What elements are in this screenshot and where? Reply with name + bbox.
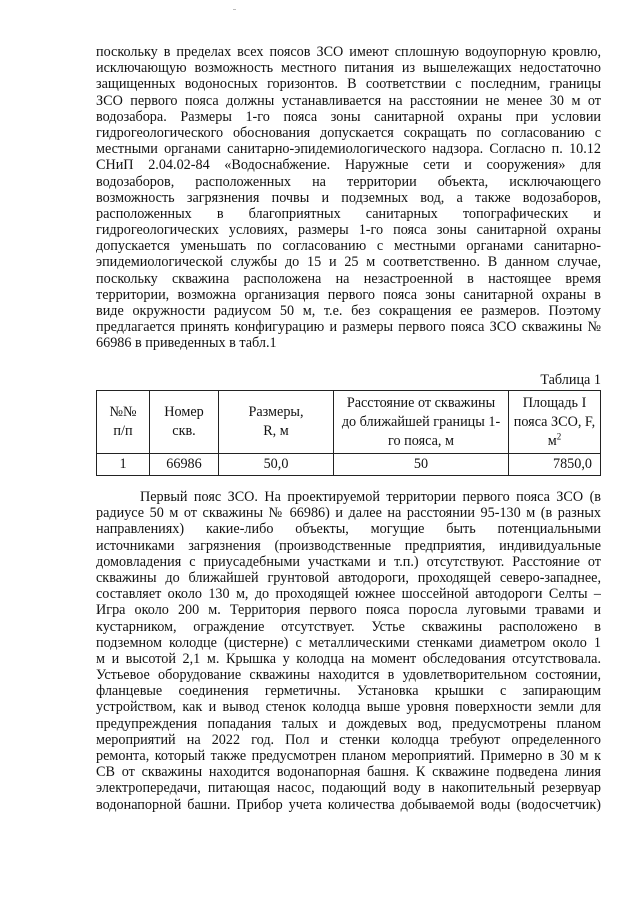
paragraph1-line: допускается уменьшать по согласованию с местными органами санитарно- (96, 238, 601, 255)
header-distance-line-3: го пояса, м (388, 432, 454, 449)
header-size-line-2: R, м (263, 423, 289, 439)
header-num-line-1: №№ (109, 404, 137, 420)
header-well-line-2: скв. (172, 423, 196, 439)
paragraph1-line: ЗСО первого пояса должны устанавливается на расстоянии не менее 30 м от (96, 92, 601, 109)
header-well (150, 391, 219, 454)
header-distance-line-1: Расстояние от скважины (346, 394, 496, 411)
header-area-line-1: Площадь I (522, 394, 587, 411)
paragraph2-line: Игра около 200 м. Территория первого пояса поросла луговыми травами и (96, 602, 601, 619)
paragraph1-line: поскольку скважина расположена на незастроенной в настоящее время (96, 270, 601, 287)
paragraph2-line: электропередачи, питающая насос, подающий воду в накопительный резервуар (96, 780, 601, 797)
paragraph2-line: мероприятий на 2022 год. Пол и стенки колодца требуют определенного (96, 731, 601, 748)
paragraph2-line: направлениях) какие-либо объекты, могущие быть потенциальными (96, 521, 601, 538)
cell-num: 1 (97, 454, 150, 476)
cell-distance: 50 (334, 454, 509, 476)
cell-area: 7850,0 (509, 454, 601, 476)
paragraph2-line: радиусе 50 м от скважины № 66986) и далее на расстоянии 95-130 м (в разных (96, 505, 601, 522)
header-num (97, 391, 150, 454)
paragraph1-line: СНиП 2.04.02-84 «Водоснабжение. Наружные сети и сооружения» для (96, 157, 601, 174)
table-caption: Таблица 1 (540, 372, 601, 388)
paragraph1-line: гидрогеологических условиях, размеры 1-го пояса зоны санитарной охраны (96, 222, 601, 239)
paragraph2-line: м и высотой 2,1 м. Крышка у колодца на момент обследования отсутствовала. (96, 650, 601, 667)
table-1 (96, 390, 601, 476)
paragraph1-line: поскольку в пределах всех поясов ЗСО имеют сплошную водоупорную кровлю, (96, 44, 601, 60)
header-size-line-1: Размеры, (248, 404, 304, 420)
paragraph1-line: виде окружности радиусом 50 м, т.е. без сокращения ее размеров. Поэтому (96, 303, 601, 319)
paragraph2-line: ремонта, который также предусмотрен планом мероприятий. Примерно в 30 м к (96, 748, 601, 764)
paragraph1-line: 66986 в приведенных в табл.1 (96, 335, 277, 352)
header-area-superscript: 2 (556, 430, 562, 441)
paragraph2-line: домовладения с приусадебными участками и т.п.) отсутствуют. Расстояние от (96, 553, 601, 570)
header-distance (334, 391, 509, 454)
scan-speck (233, 9, 236, 10)
paragraph1-line: исключающую возможность местного питания из вышележащих недостаточно (96, 60, 601, 77)
header-num-line-2: п/п (113, 423, 133, 439)
header-well-line-1: Номер (164, 404, 204, 420)
paragraph2-line: подземном колодце (цистерне) с металлическими стенками диаметром около 1 (96, 634, 601, 651)
cell-well: 66986 (150, 454, 219, 476)
header-area-line-2: пояса ЗСО, F, (513, 413, 596, 430)
paragraph2-line: составляет около 130 м, до проходящей южнее шоссейной автодороги Селты – (96, 586, 601, 603)
paragraph2-line: СВ от скважины находится водонапорная башня. К скважине подведена линия (96, 764, 601, 781)
paragraph2-line: Устьевое оборудование скважины находится в удовлетворительном состоянии, (96, 667, 601, 684)
paragraph2-line: устройством, как и вывод стенок колодца выше уровня поверхности земли для (96, 699, 601, 716)
paragraph2-line: фланцевые соединения герметичны. Установка крышки с запирающим (96, 683, 601, 700)
paragraph2-line: кустарником, ограждение отсутствует. Устье скважины расположено в (96, 618, 601, 635)
table-header-row (97, 391, 601, 454)
paragraph1-line: гидрогеологического обоснования допускается сокращать по согласованию с (96, 124, 601, 141)
cell-size: 50,0 (219, 454, 334, 476)
paragraph1-line: водозабора. Размеры 1-го пояса зоны санитарной охраны при условии (96, 108, 601, 125)
paragraph2-line: предупреждения попадания талых и дождевых вод, предусмотрены планом (96, 715, 601, 732)
header-area-unit: м (547, 432, 557, 449)
header-area-line-3 (512, 432, 597, 451)
paragraph1-line: предлагается принять конфигурацию и размеры первого пояса ЗСО скважины № (96, 319, 601, 336)
paragraph2-line: скважины до ближайшей грунтовой автодороги, проходящей северо-западнее, (96, 569, 601, 586)
paragraph-1 (96, 44, 601, 352)
paragraph2-line: источниками загрязнения (производственные предприятия, индивидуальные (96, 537, 601, 554)
header-distance-line-2: до ближайшей границы 1- (341, 413, 501, 430)
paragraph1-line: эпидемиологической службы до 15 и 25 м соответственно. В данном случае, (96, 254, 601, 271)
paragraph2-line: Первый пояс ЗСО. На проектируемой территории первого пояса ЗСО (в (140, 489, 601, 505)
paragraph-2 (96, 489, 601, 813)
paragraph1-line: возможность загрязнения почвы и подземных вод, а также водозаборов, (96, 189, 601, 206)
paragraph1-line: защищенных водоносных горизонтов. В соответствии с последним, границы (96, 76, 601, 93)
header-size (219, 391, 334, 454)
paragraph1-line: местными органами санитарно-эпидемиологического надзора. Согласно п. 10.12 (96, 141, 601, 158)
paragraph1-line: расположенных в благоприятных санитарных топографических и (96, 205, 601, 222)
paragraph1-line: территории, возможна организация первого пояса зоны санитарной охраны в (96, 286, 601, 303)
paragraph1-line: водозаборов, расположенных на территории объекта, исключающего (96, 173, 601, 190)
table-row (97, 454, 601, 476)
paragraph2-line: водонапорной башни. Прибор учета количества добываемой воды (водосчетчик) (96, 796, 601, 813)
header-area (509, 391, 601, 454)
